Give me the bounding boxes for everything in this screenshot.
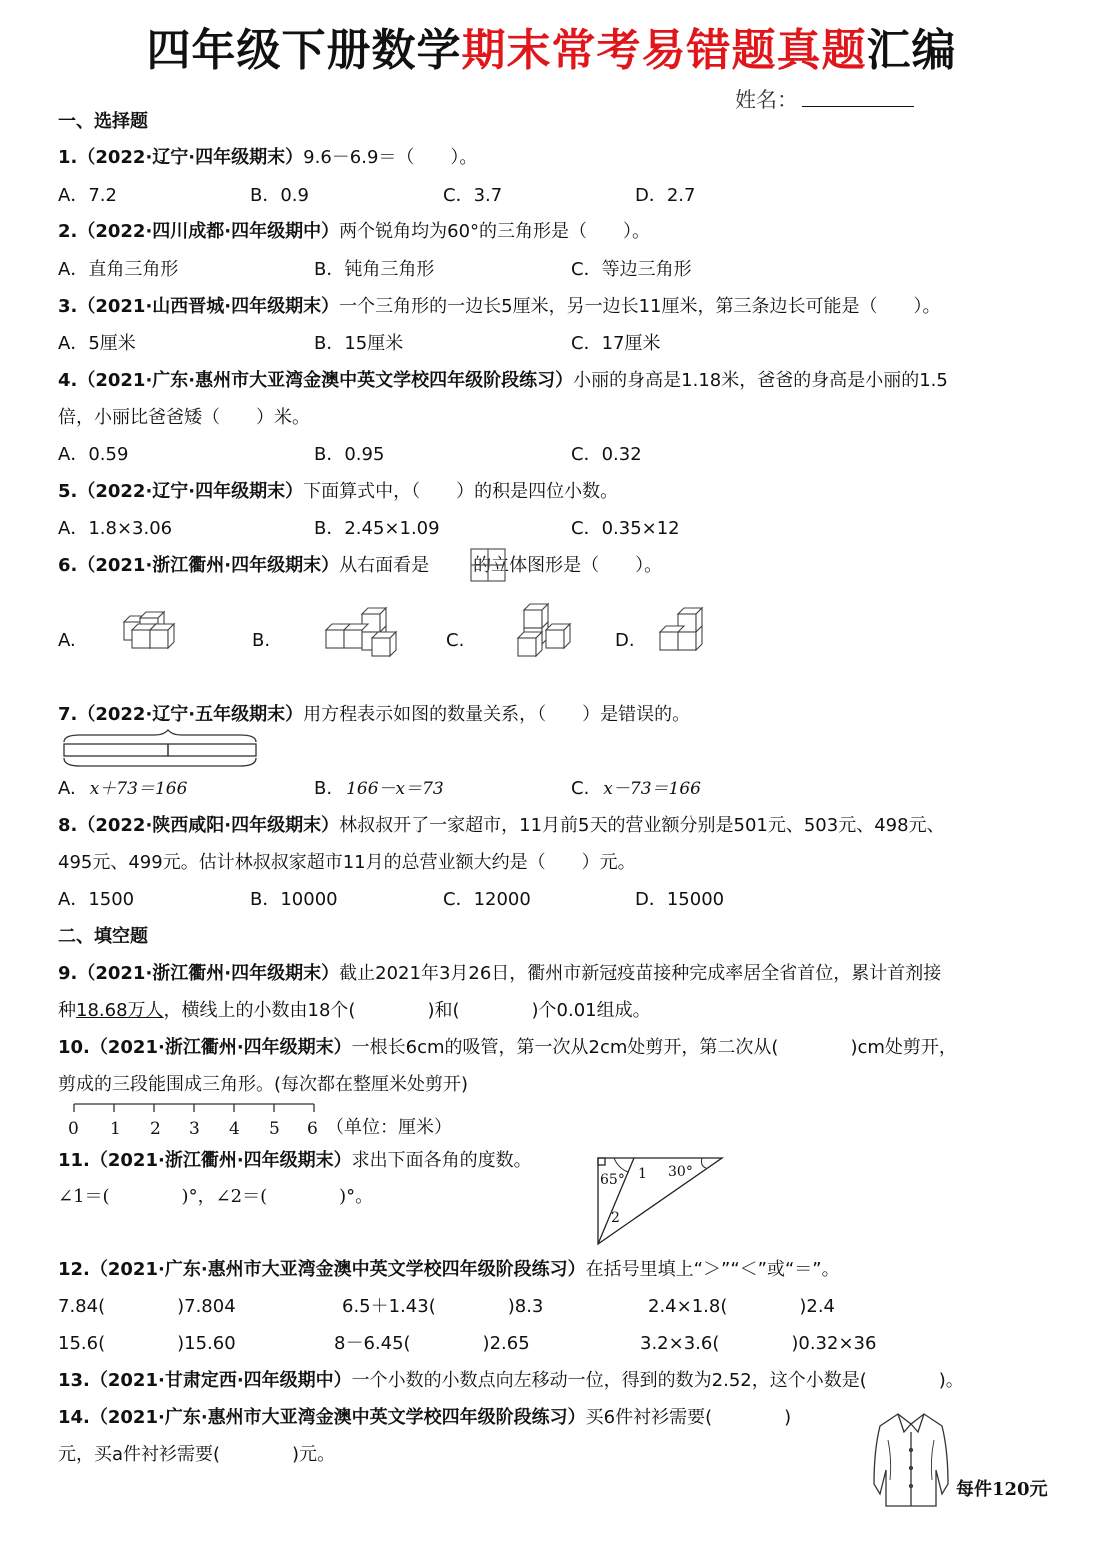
section-fill-blank: 二、填空题 — [58, 926, 148, 947]
q12-item-1[interactable]: 7.84( )7.804 — [58, 1296, 236, 1317]
ruler-tick-5: 5 — [269, 1119, 280, 1139]
angle-label-2: 2 — [611, 1210, 620, 1226]
question-9: 9.（2021·浙江衢州·四年级期末）截止2021年3月26日，衢州市新冠疫苗接种完成率居全省首位，累计首剂接 — [58, 963, 942, 984]
q7-option-a[interactable]: A. x＋73＝166 — [58, 778, 188, 799]
q12-item-3[interactable]: 2.4×1.8( )2.4 — [648, 1296, 836, 1317]
question-12: 12.（2021·广东·惠州市大亚湾金澳中英文学校四年级阶段练习）在括号里填上“＞”“＜”或“＝”。 — [58, 1259, 840, 1280]
q12-item-2[interactable]: 6.5＋1.43( )8.3 — [342, 1296, 544, 1317]
name-label: 姓名： — [735, 88, 798, 112]
q12-item-5[interactable]: 8－6.45( )2.65 — [334, 1333, 530, 1354]
q5-option-b[interactable]: B．2.45×1.09 — [314, 518, 440, 539]
question-9-line2: 种18.68万人，横线上的小数由18个( )和( )个0.01组成。 — [58, 1000, 651, 1021]
q8-option-a[interactable]: A．1500 — [58, 889, 135, 910]
triangle-diagram — [592, 1152, 732, 1248]
section-choice: 一、选择题 — [58, 111, 148, 132]
angle-label-1: 1 — [638, 1166, 647, 1182]
question-3: 3.（2021·山西晋城·四年级期末）一个三角形的一边长5厘米，另一边长11厘米，第三条边长可能是（ ）。 — [58, 296, 941, 317]
ruler-tick-4: 4 — [229, 1119, 240, 1139]
ruler-tick-6: 6 — [307, 1119, 318, 1139]
q4-option-b[interactable]: B．0.95 — [314, 444, 385, 465]
question-10-line2: 剪成的三段能围成三角形。(每次都在整厘米处剪开) — [58, 1074, 469, 1095]
q7-option-b[interactable]: B. 166－x＝73 — [314, 778, 444, 799]
name-blank[interactable] — [802, 106, 914, 107]
bar-model-diagram — [60, 732, 260, 772]
q4-option-c[interactable]: C．0.32 — [571, 444, 642, 465]
q3-option-b[interactable]: B．15厘米 — [314, 333, 404, 354]
cube-figure-b-icon — [322, 606, 398, 660]
question-7: 7.（2022·辽宁·五年级期末）用方程表示如图的数量关系，（ ）是错误的。 — [58, 704, 691, 725]
q1-option-b[interactable]: B．0.9 — [250, 185, 309, 206]
question-8-line2: 495元、499元。估计林叔叔家超市11月的总营业额大约是（ ）元。 — [58, 852, 636, 873]
ruler-tick-2: 2 — [150, 1119, 161, 1139]
q4-option-a[interactable]: A．0.59 — [58, 444, 129, 465]
q2-option-a[interactable]: A．直角三角形 — [58, 259, 179, 280]
page-title: 四年级下册数学期末常考易错题真题汇编 — [146, 25, 957, 76]
q8-option-b[interactable]: B．10000 — [250, 889, 338, 910]
angle-label-30: 30° — [668, 1164, 693, 1180]
q8-option-d[interactable]: D．15000 — [635, 889, 725, 910]
ruler-tick-0: 0 — [68, 1119, 79, 1139]
angle-label-65: 65° — [600, 1172, 625, 1188]
question-1: 1.（2022·辽宁·四年级期末）9.6－6.9＝（ ）。 — [58, 147, 478, 168]
question-8: 8.（2022·陕西咸阳·四年级期末）林叔叔开了一家超市，11月前5天的营业额分别是501元、503元、498元、 — [58, 815, 945, 836]
q8-option-c[interactable]: C．12000 — [443, 889, 531, 910]
question-5: 5.（2022·辽宁·四年级期末）下面算式中，（ ）的积是四位小数。 — [58, 481, 619, 502]
cube-figure-d-icon — [656, 604, 710, 656]
q5-option-a[interactable]: A．1.8×3.06 — [58, 518, 173, 539]
question-4: 4.（2021·广东·惠州市大亚湾金澳中英文学校四年级阶段练习）小丽的身高是1.18米，爸爸的身高是小丽的1.5 — [58, 370, 948, 391]
question-11: 11.（2021·浙江衢州·四年级期末）求出下面各角的度数。 — [58, 1150, 532, 1171]
q1-option-a[interactable]: A．7.2 — [58, 185, 117, 206]
ruler-unit: （单位：厘米） — [326, 1117, 452, 1138]
q5-option-c[interactable]: C．0.35×12 — [571, 518, 680, 539]
q3-option-c[interactable]: C．17厘米 — [571, 333, 661, 354]
q6-option-d[interactable]: D. — [615, 630, 635, 651]
question-6: 6.（2021·浙江衢州·四年级期末）从右面看是 的立体图形是（ ）。 — [58, 555, 663, 576]
question-11-line2: ∠1＝( )°，∠2＝( )°。 — [58, 1186, 374, 1207]
question-13: 13.（2021·甘肃定西·四年级期中）一个小数的小数点向左移动一位，得到的数为2.52，这个小数是( )。 — [58, 1370, 964, 1391]
q1-option-d[interactable]: D．2.7 — [635, 185, 696, 206]
cube-figure-c-icon — [514, 602, 574, 660]
ruler-tick-3: 3 — [189, 1119, 200, 1139]
cube-figure-a-icon — [118, 608, 178, 658]
q12-item-6[interactable]: 3.2×3.6( )0.32×36 — [640, 1333, 877, 1354]
q6-option-c[interactable]: C. — [446, 630, 465, 651]
q7-option-c[interactable]: C. x－73＝166 — [571, 778, 701, 799]
question-4-line2: 倍，小丽比爸爸矮（ ）米。 — [58, 407, 310, 428]
question-10: 10.（2021·浙江衢州·四年级期末）一根长6cm的吸管，第一次从2cm处剪开，第二次从( )cm处剪开， — [58, 1037, 957, 1058]
price-label: 每件120元 — [956, 1479, 1048, 1500]
ruler-tick-1: 1 — [110, 1119, 121, 1139]
question-14: 14.（2021·广东·惠州市大亚湾金澳中英文学校四年级阶段练习）买6件衬衫需要( ) — [58, 1407, 792, 1428]
q3-option-a[interactable]: A．5厘米 — [58, 333, 136, 354]
question-2: 2.（2022·四川成都·四年级期中）两个锐角均为60°的三角形是（ ）。 — [58, 221, 651, 242]
right-view-icon — [470, 548, 506, 582]
shirt-icon — [868, 1410, 954, 1510]
ruler-diagram — [66, 1100, 326, 1116]
q2-option-c[interactable]: C．等边三角形 — [571, 259, 692, 280]
q2-option-b[interactable]: B．钝角三角形 — [314, 259, 435, 280]
q6-option-b[interactable]: B. — [252, 630, 271, 651]
question-14-line2: 元，买a件衬衫需要( )元。 — [58, 1444, 336, 1465]
q12-item-4[interactable]: 15.6( )15.60 — [58, 1333, 236, 1354]
q1-option-c[interactable]: C．3.7 — [443, 185, 503, 206]
q6-option-a[interactable]: A. — [58, 630, 76, 651]
